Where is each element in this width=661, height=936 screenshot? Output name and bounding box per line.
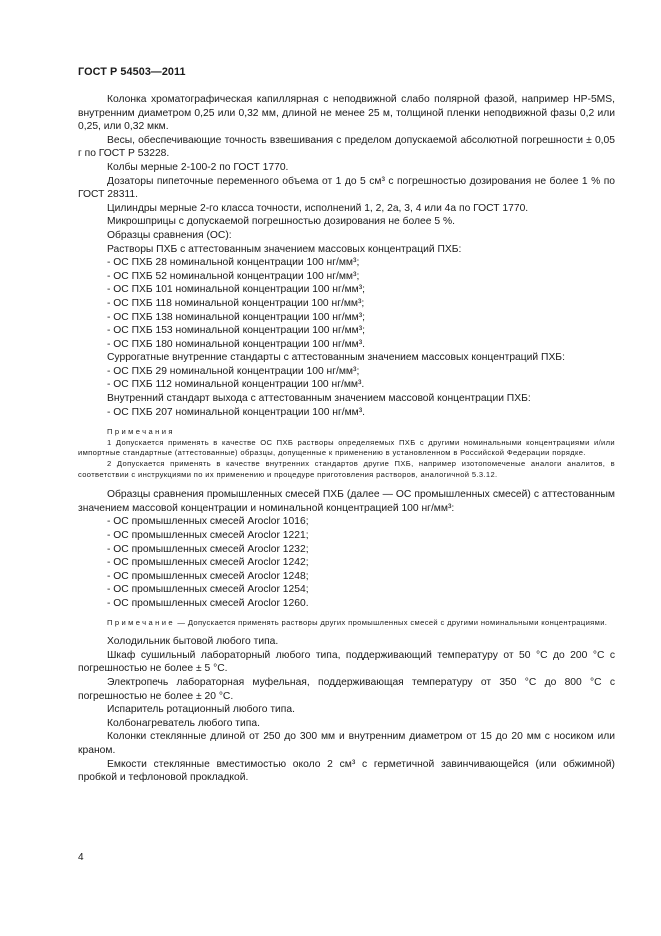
list-item: - ОС ПХБ 112 номинальной концентрации 100 нг/мм³.	[107, 379, 365, 391]
paragraph-industrial-mixtures: Образцы сравнения промышленных смесей ПХБ (далее — ОС промышленных смесей) с аттестованным значением массовой концентрации и номинальной концентрацией 100 нг/мм³:	[78, 489, 615, 514]
notes-title: Примечания	[107, 427, 175, 437]
paragraph-flasks: Колбы мерные 2-100-2 по ГОСТ 1770.	[107, 161, 289, 173]
paragraph-glass-columns: Колонки стеклянные длиной от 250 до 300 мм и внутренним диаметром от 15 до 20 мм с носиком или краном.	[78, 731, 615, 756]
paragraph-muffle: Электропечь лабораторная муфельная, поддерживающая температуру от 350 °С до 800 °С с погрешностью не более ± 20 °С.	[78, 676, 615, 702]
list-item: - ОС промышленных смесей Aroclor 1242;	[107, 557, 309, 569]
paragraph-samples: Образцы сравнения (ОС):	[107, 229, 232, 241]
aroclor-list	[78, 515, 615, 610]
list-item: - ОС промышленных смесей Aroclor 1254;	[107, 584, 309, 596]
note-2: 2 Допускается применять в качестве внутренних стандартов другие ПХБ, например изотопомеченые аналоги аналитов, в соответствии с инструкциями по их применению и процедуре приготовления растворов, аналогичной 5.3.12.	[78, 459, 615, 479]
list-item: - ОС ПХБ 138 номинальной концентрации 100 нг/мм³;	[107, 311, 366, 323]
paragraph-oven: Шкаф сушильный лабораторный любого типа, поддерживающий температуру от 50 °С до 200 °С с погрешностью не более ± 5 °С.	[78, 649, 615, 675]
list-item: - ОС ПХБ 118 номинальной концентрации 100 нг/мм³;	[107, 297, 365, 309]
paragraph-fridge: Холодильник бытовой любого типа.	[107, 636, 279, 648]
paragraph-dispensers: Дозаторы пипеточные переменного объема от 1 до 5 см³ с погрешностью дозирования не более 1 % по ГОСТ 28311.	[78, 175, 615, 201]
list-item: - ОС ПХБ 153 номинальной концентрации 100 нг/мм³;	[107, 325, 366, 337]
list-item: - ОС промышленных смесей Aroclor 1248;	[107, 570, 309, 582]
list-item: - ОС ПХБ 101 номинальной концентрации 100 нг/мм³;	[107, 284, 366, 296]
list-item: - ОС промышленных смесей Aroclor 1221;	[107, 530, 309, 541]
internal-list	[78, 406, 615, 420]
note-single	[78, 618, 615, 629]
paragraph-internal-standard: Внутренний стандарт выхода с аттестованным значением массовой концентрации ПХБ:	[107, 393, 531, 405]
note-single-title: Примечание	[107, 617, 175, 627]
surrogates-list	[78, 365, 615, 392]
paragraph-containers: Емкости стеклянные вместимостью около 2 см³ с герметичной завинчивающейся (или обжимной) пробкой и тефлоновой прокладкой.	[78, 758, 615, 784]
paragraph-cylinders: Цилиндры мерные 2-го класса точности, исполнений 1, 2, 2а, 3, 4 или 4а по ГОСТ 1770.	[107, 202, 529, 214]
paragraph-pcb-solutions: Растворы ПХБ с аттестованным значением массовых концентраций ПХБ:	[107, 243, 462, 255]
paragraph-microsyringes: Микрошприцы с допускаемой погрешностью дозирования не более 5 %.	[107, 216, 455, 228]
list-item: - ОС ПХБ 207 номинальной концентрации 100 нг/мм³.	[107, 406, 366, 418]
paragraph-heater: Колбонагреватель любого типа.	[107, 717, 260, 729]
paragraph-scales: Весы, обеспечивающие точность взвешивания с пределом допускаемой абсолютной погрешности ± 0,05 г по ГОСТ Р 53228.	[78, 134, 615, 160]
list-item: - ОС промышленных смесей Aroclor 1016;	[107, 516, 309, 528]
pcb-list	[78, 256, 615, 351]
list-item: - ОС промышленных смесей Aroclor 1232;	[107, 543, 309, 555]
list-item: - ОС ПХБ 29 номинальной концентрации 100 нг/мм³;	[107, 365, 360, 377]
paragraph-evaporator: Испаритель ротационный любого типа.	[107, 704, 295, 716]
note-single-text: — Допускается применять растворы других промышленных смесей с другими номинальными концентрациями.	[174, 617, 608, 627]
note-1: 1 Допускается применять в качестве ОС ПХБ растворы определяемых ПХБ с другими номинальными концентрациями и/или импортные стандартные (аттестованные) образцы, допущенные к применению в установленном в Российской Федерации порядке.	[78, 437, 615, 458]
page-content	[78, 93, 615, 785]
paragraph-surrogates: Суррогатные внутренние стандарты с аттестованным значением массовых концентраций ПХБ:	[107, 352, 565, 364]
list-item: - ОС промышленных смесей Aroclor 1260.	[107, 597, 309, 609]
page-number: 4	[78, 852, 84, 863]
list-item: - ОС ПХБ 52 номинальной концентрации 100 нг/мм³;	[107, 270, 360, 282]
list-item: - ОС ПХБ 180 номинальной концентрации 100 нг/мм³.	[107, 338, 366, 350]
document-header: ГОСТ Р 54503—2011	[78, 66, 186, 78]
paragraph-column: Колонка хроматографическая капиллярная с неподвижной слабо полярной фазой, например HP-5MS, внутренним диаметром 0,25 или 0,32 мм, длиной не менее 25 м, толщиной пленки неподвижной фазы 0,2 или 0,25, или 0,32 мкм.	[78, 94, 615, 133]
list-item: - ОС ПХБ 28 номинальной концентрации 100 нг/мм³;	[107, 257, 360, 269]
